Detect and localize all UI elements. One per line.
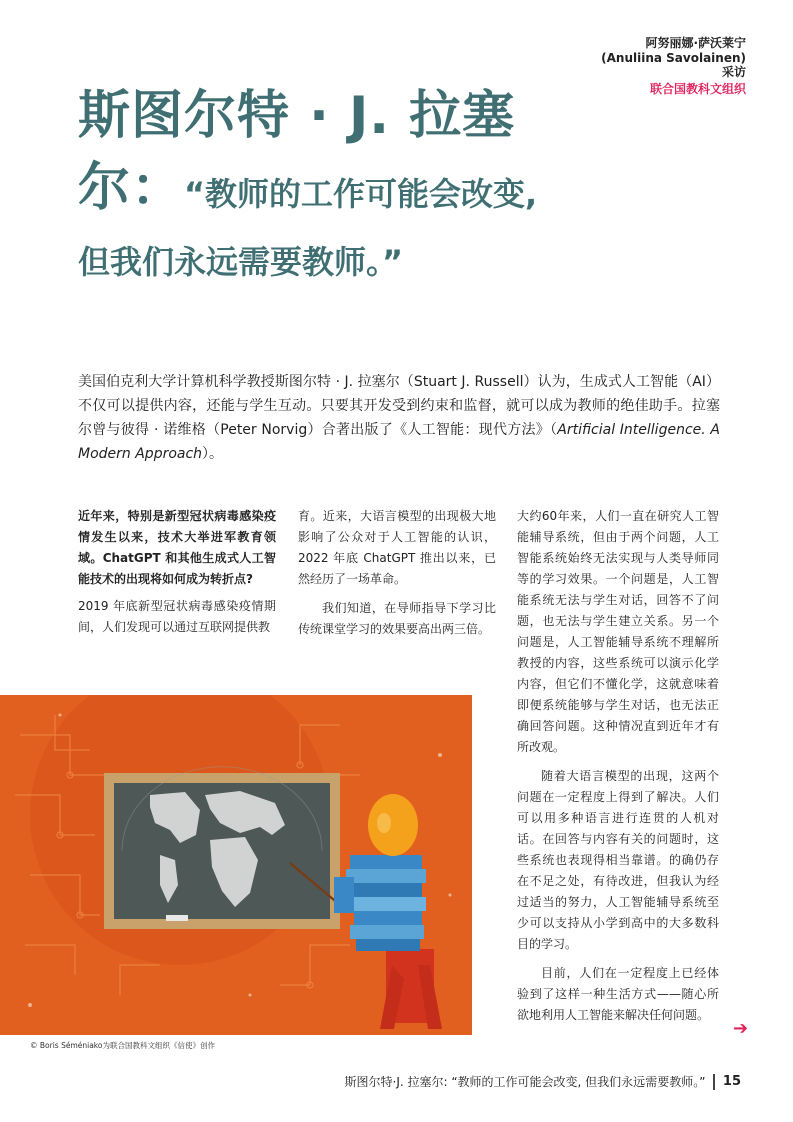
- answer-paragraph: 2019 年底新型冠状病毒感染疫情期间，人们发现可以通过互联网提供教: [78, 599, 276, 634]
- column-2: [298, 506, 496, 648]
- column-1: [78, 506, 276, 646]
- page-footer: [345, 1073, 742, 1090]
- intro-text-1: 美国伯克利大学计算机科学教授斯图尔特 · J. 拉塞尔（Stuart J. Russell）认为，生成式人工智能（AI）不仅可以提供内容，还能与学生互动。只要其开发受到约束和监督，就可以成为教师的绝佳助手。拉塞尔曾与彼得 · 诺维格（Peter Norvig）合著出版了《人工智能：现代方法》（: [78, 374, 720, 438]
- byline-role: 采访: [721, 65, 746, 79]
- answer-paragraph: 我们知道，在导师指导下学习比传统课堂学习的效果要高出两三倍。: [298, 601, 496, 636]
- image-credit: © Boris Séméniako为联合国教科文组织《信使》创作: [30, 1041, 215, 1050]
- answer-paragraph: 育。近来，大语言模型的出现极大地影响了公众对于人工智能的认识，2022 年底 ChatGPT 推出以来，已然经历了一场革命。: [298, 509, 496, 586]
- illustration-teacher-globe: [0, 695, 472, 1035]
- intro-book-title: Artificial Intelligence. A Modern Approach: [78, 422, 720, 462]
- intro-text-2: ）。: [202, 446, 224, 462]
- column-3: [517, 506, 719, 1034]
- title-line-1: 斯图尔特 · J. 拉塞: [78, 86, 516, 146]
- answer-paragraph: 目前，人们在一定程度上已经体验到了这样一种生活方式——随心所欲地利用人工智能来解决任何问题。: [517, 966, 719, 1022]
- interview-question: 近年来，特别是新型冠状病毒感染疫情发生以来，技术大举进军教育领域。ChatGPT 和其他生成式人工智能技术的出现将如何成为转折点?: [78, 509, 276, 586]
- byline-author-cn: 阿努丽娜·萨沃莱宁: [645, 36, 746, 50]
- answer-paragraph: 大约60年来，人们一直在研究人工智能辅导系统，但由于两个问题，人工智能系统始终无法实现与人类导师同等的学习效果。一个问题是，人工智能系统无法与学生对话，回答不了问题，也无法与学生建立关系。另一个问题是，人工智能辅导系统不理解所教授的内容，这些系统可以演示化学内容，但它们不懂化学，这就意味着即便系统能够与学生对话，也无法正确回答问题。这种情况直到近年才有所改观。: [517, 509, 719, 754]
- title-line-2-quote: “教师的工作可能会改变,: [184, 175, 538, 213]
- byline-author-en: (Anuliina Savolainen): [601, 50, 746, 65]
- intro-paragraph: [78, 370, 720, 466]
- article-title: [78, 80, 638, 284]
- title-line-3: 但我们永远需要教师。”: [78, 243, 404, 281]
- arrow-right-icon: ➔: [733, 1018, 749, 1039]
- byline-org: 联合国教科文组织: [649, 81, 746, 96]
- running-title: 斯图尔特·J. 拉塞尔: “教师的工作可能会改变, 但我们永远需要教师。”: [344, 1075, 706, 1089]
- answer-paragraph: 随着大语言模型的出现，这两个问题在一定程度上得到了解决。人们可以用多种语言进行连贯的人机对话。在回答与内容有关的问题时，这些系统也表现得相当靠谱。的确仍存在不足之处，有待改进，但我认为经过适当的努力，人工智能辅导系统至少可以支持从小学到高中的大多数科目的学习。: [517, 769, 719, 951]
- page-number: 15: [722, 1074, 741, 1089]
- title-line-2-name: 尔：: [78, 158, 185, 218]
- footer-divider: [713, 1074, 715, 1090]
